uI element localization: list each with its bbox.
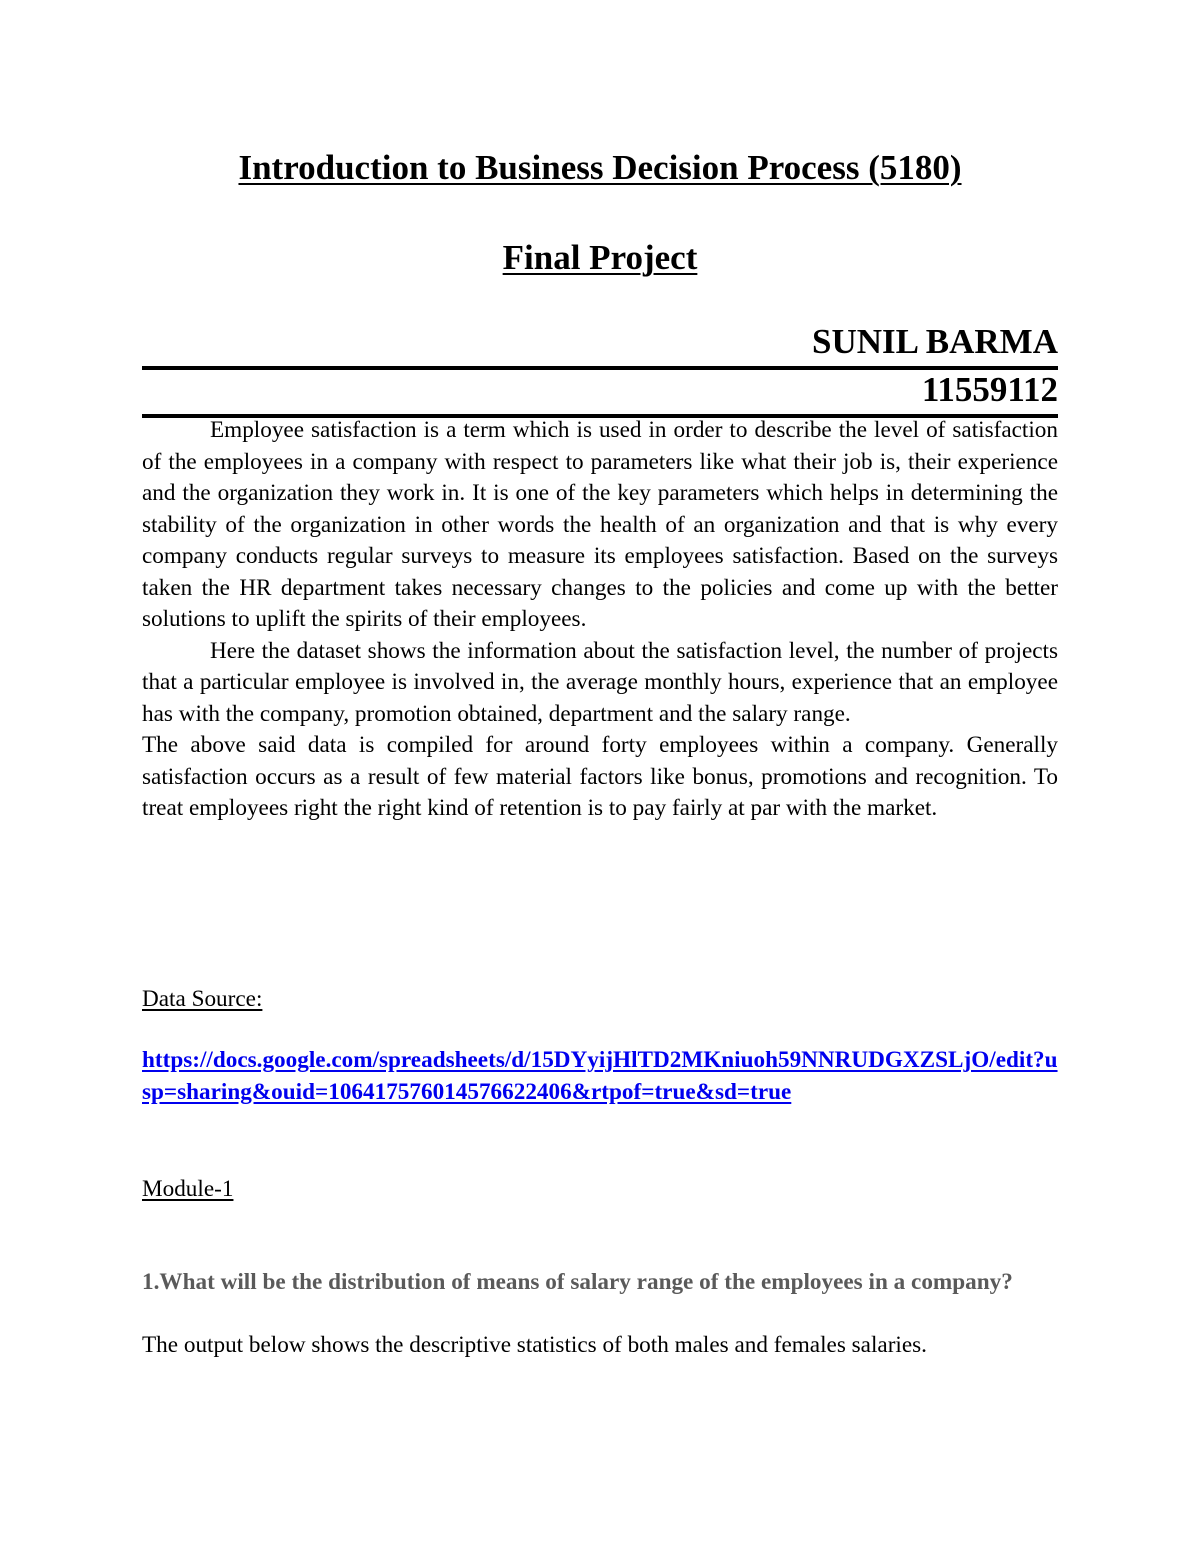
module-label-text: Module-1 (142, 1176, 234, 1202)
body-text (142, 415, 1058, 825)
author-name: SUNIL BARMA (142, 322, 1058, 370)
data-source-label-text: Data Source: (142, 986, 263, 1012)
data-source-label (142, 984, 1058, 1016)
data-source-link[interactable]: https://docs.google.com/spreadsheets/d/15DYyijHlTD2MKniuoh59NNRUDGXZSLjO/edit?usp=sharing&ouid=106417576014576622406&rtpof=true&sd=true (142, 1047, 1058, 1105)
module-label (142, 1174, 1058, 1206)
retention-paragraph: The above said data is compiled for around forty employees within a company. Generally satisfaction occurs as a result of few material factors like bonus, promotions and recognition. To treat employees right the right kind of retention is to pay fairly at par with the market. (142, 732, 1058, 821)
dataset-paragraph: Here the dataset shows the information about the satisfaction level, the number of projects that a particular employee is involved in, the average monthly hours, experience that an employee has with the company, promotion obtained, department and the salary range. (142, 637, 1058, 727)
question-heading: 1.What will be the distribution of means of salary range of the employees in a company? (142, 1269, 1013, 1295)
student-id: 11559112 (142, 370, 1058, 418)
author-block (142, 322, 1058, 418)
answer-intro: The output below shows the descriptive statistics of both males and females salaries. (142, 1332, 927, 1358)
intro-paragraph: Employee satisfaction is a term which is used in order to describe the level of satisfaction of the employees in a company with respect to parameters like what their job is, their experience and the organization they work in. It is one of the key parameters which helps in determining the stability of the organization in other words the health of an organization and that is why every company conducts regular surveys to measure its employees satisfaction. Based on the surveys taken the HR department takes necessary changes to the policies and come up with the better solutions to uplift the spirits of their employees. (142, 417, 1058, 632)
document-subtitle: Final Project (502, 238, 698, 277)
document-title: Introduction to Business Decision Process (5180) (238, 148, 962, 187)
